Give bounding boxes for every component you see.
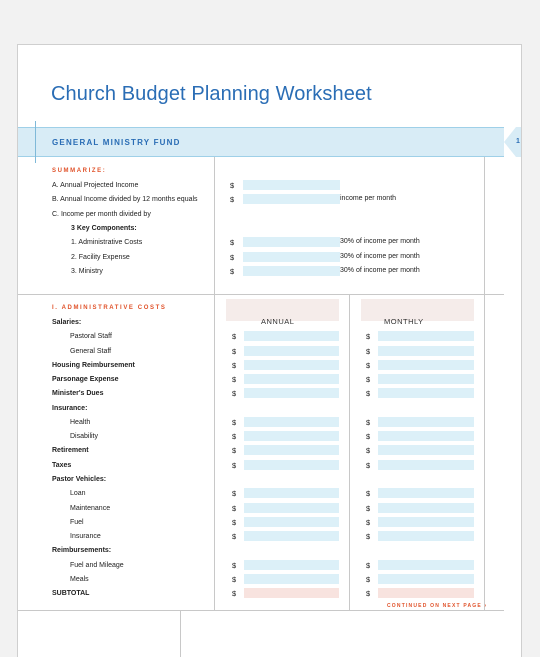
- monthly-currency-sign: $: [366, 346, 371, 356]
- annual-monthly-divider: [349, 295, 350, 610]
- cost-label: Insurance: [70, 533, 101, 541]
- currency-sign: $: [230, 266, 235, 276]
- monthly-currency-sign: $: [366, 460, 371, 470]
- monthly-amount-input[interactable]: [378, 346, 474, 356]
- monthly-amount-input[interactable]: [378, 517, 474, 527]
- cost-label: General Staff: [70, 347, 112, 355]
- monthly-currency-sign: $: [366, 589, 371, 599]
- monthly-label: MONTHLY: [384, 317, 424, 326]
- monthly-amount-input[interactable]: [378, 360, 474, 370]
- monthly-currency-sign: $: [366, 446, 371, 456]
- cost-label: Taxes: [52, 461, 72, 469]
- section-divider: [18, 294, 504, 295]
- monthly-amount-input[interactable]: [378, 417, 474, 427]
- monthly-currency-sign: $: [366, 332, 371, 342]
- cost-label: Insurance:: [52, 404, 88, 412]
- currency-sign: $: [230, 238, 235, 248]
- monthly-currency-sign: $: [366, 417, 371, 427]
- annual-amount-input[interactable]: [244, 588, 339, 598]
- summarize-note: 30% of income per month: [340, 238, 420, 246]
- monthly-amount-input[interactable]: [378, 460, 474, 470]
- annual-currency-sign: $: [232, 375, 237, 385]
- footer-tick: [180, 610, 181, 657]
- annual-currency-sign: $: [232, 560, 237, 570]
- monthly-currency-sign: $: [366, 560, 371, 570]
- cost-label: Disability: [70, 433, 99, 441]
- annual-amount-input[interactable]: [244, 388, 339, 398]
- annual-currency-sign: $: [232, 346, 237, 356]
- summarize-label: C. Income per month divided by: [52, 210, 151, 218]
- monthly-amount-input[interactable]: [378, 431, 474, 441]
- annual-amount-input[interactable]: [244, 346, 339, 356]
- annual-currency-sign: $: [232, 417, 237, 427]
- annual-amount-input[interactable]: [244, 488, 339, 498]
- annual-currency-sign: $: [232, 389, 237, 399]
- cost-label: Reimbursements:: [52, 547, 112, 555]
- annual-amount-input[interactable]: [244, 574, 339, 584]
- cost-label: Pastor Vehicles:: [52, 475, 107, 483]
- currency-sign: $: [230, 195, 235, 205]
- currency-sign: $: [230, 252, 235, 262]
- monthly-amount-input[interactable]: [378, 531, 474, 541]
- summarize-note: 30% of income per month: [340, 252, 420, 260]
- worksheet-page: [17, 44, 522, 657]
- annual-currency-sign: $: [232, 532, 237, 542]
- monthly-currency-sign: $: [366, 503, 371, 513]
- cost-label: Pastoral Staff: [70, 333, 112, 341]
- monthly-amount-input[interactable]: [378, 331, 474, 341]
- cost-label: Salaries:: [52, 319, 82, 326]
- monthly-currency-sign: $: [366, 517, 371, 527]
- annual-amount-input[interactable]: [244, 517, 339, 527]
- summarize-label: 1. Administrative Costs: [71, 239, 143, 247]
- continued-note: CONTINUED ON NEXT PAGE ›: [387, 603, 488, 609]
- annual-amount-input[interactable]: [244, 374, 339, 384]
- fund-title: GENERAL MINISTRY FUND: [52, 138, 181, 147]
- annual-amount-input[interactable]: [244, 445, 339, 455]
- annual-amount-input[interactable]: [244, 503, 339, 513]
- monthly-currency-sign: $: [366, 432, 371, 442]
- annual-currency-sign: $: [232, 360, 237, 370]
- monthly-currency-sign: $: [366, 389, 371, 399]
- summarize-label: 3 Key Components:: [71, 224, 137, 232]
- summarize-amount-input[interactable]: [243, 266, 340, 276]
- right-divider: [484, 157, 485, 610]
- annual-currency-sign: $: [232, 589, 237, 599]
- monthly-amount-input[interactable]: [378, 503, 474, 513]
- annual-currency-sign: $: [232, 432, 237, 442]
- cost-label: Fuel and Mileage: [70, 561, 124, 569]
- annual-amount-input[interactable]: [244, 560, 339, 570]
- cost-label: Meals: [70, 575, 89, 583]
- monthly-amount-input[interactable]: [378, 388, 474, 398]
- currency-sign: $: [230, 181, 235, 190]
- summarize-note: income per month: [340, 195, 397, 203]
- summarize-note: 30% of income per month: [340, 266, 420, 274]
- annual-currency-sign: $: [232, 460, 237, 470]
- monthly-currency-sign: $: [366, 574, 371, 584]
- monthly-amount-input[interactable]: [378, 588, 474, 598]
- column-divider: [214, 157, 215, 610]
- monthly-currency-sign: $: [366, 489, 371, 499]
- cost-label: SUBTOTAL: [52, 590, 90, 598]
- bottom-divider: [18, 610, 504, 611]
- annual-currency-sign: $: [232, 446, 237, 456]
- annual-currency-sign: $: [232, 489, 237, 499]
- annual-amount-input[interactable]: [244, 360, 339, 370]
- summarize-label: 2. Facility Expense: [71, 253, 130, 261]
- cost-label: Minister's Dues: [52, 390, 104, 398]
- monthly-currency-sign: $: [366, 360, 371, 370]
- annual-amount-input[interactable]: [244, 531, 339, 541]
- cost-label: Housing Reimbursement: [52, 361, 135, 369]
- admin-heading: I. ADMINISTRATIVE COSTS: [52, 305, 167, 311]
- annual-amount-input[interactable]: [244, 431, 339, 441]
- annual-amount-input[interactable]: [244, 460, 339, 470]
- page-number: 1: [516, 138, 520, 145]
- summarize-label: B. Annual Income divided by 12 months equals: [52, 196, 198, 204]
- monthly-currency-sign: $: [366, 532, 371, 542]
- annual-currency-sign: $: [232, 503, 237, 513]
- band-arrow-icon: [504, 127, 516, 157]
- monthly-currency-sign: $: [366, 375, 371, 385]
- annual-amount-input[interactable]: [244, 417, 339, 427]
- annual-currency-sign: $: [232, 574, 237, 584]
- summarize-heading: SUMMARIZE:: [52, 168, 107, 174]
- annual-label: ANNUAL: [261, 317, 295, 326]
- page-title: Church Budget Planning Worksheet: [51, 83, 372, 105]
- summarize-label: A. Annual Projected Income: [52, 182, 139, 189]
- annual-amount-input[interactable]: [244, 331, 339, 341]
- annual-currency-sign: $: [232, 517, 237, 527]
- summarize-amount-input[interactable]: [243, 194, 340, 204]
- band-divider: [35, 121, 36, 163]
- summarize-amount-input[interactable]: [243, 252, 340, 262]
- summarize-amount-input[interactable]: [243, 180, 340, 190]
- summarize-amount-input[interactable]: [243, 237, 340, 247]
- monthly-amount-input[interactable]: [378, 574, 474, 584]
- annual-currency-sign: $: [232, 332, 237, 342]
- cost-label: Maintenance: [70, 504, 111, 512]
- monthly-amount-input[interactable]: [378, 445, 474, 455]
- cost-label: Retirement: [52, 447, 89, 455]
- monthly-amount-input[interactable]: [378, 488, 474, 498]
- cost-label: Fuel: [70, 518, 84, 526]
- summarize-label: 3. Ministry: [71, 267, 103, 275]
- cost-label: Health: [70, 418, 91, 426]
- cost-label: Loan: [70, 490, 86, 498]
- cost-label: Parsonage Expense: [52, 376, 119, 384]
- monthly-amount-input[interactable]: [378, 374, 474, 384]
- monthly-amount-input[interactable]: [378, 560, 474, 570]
